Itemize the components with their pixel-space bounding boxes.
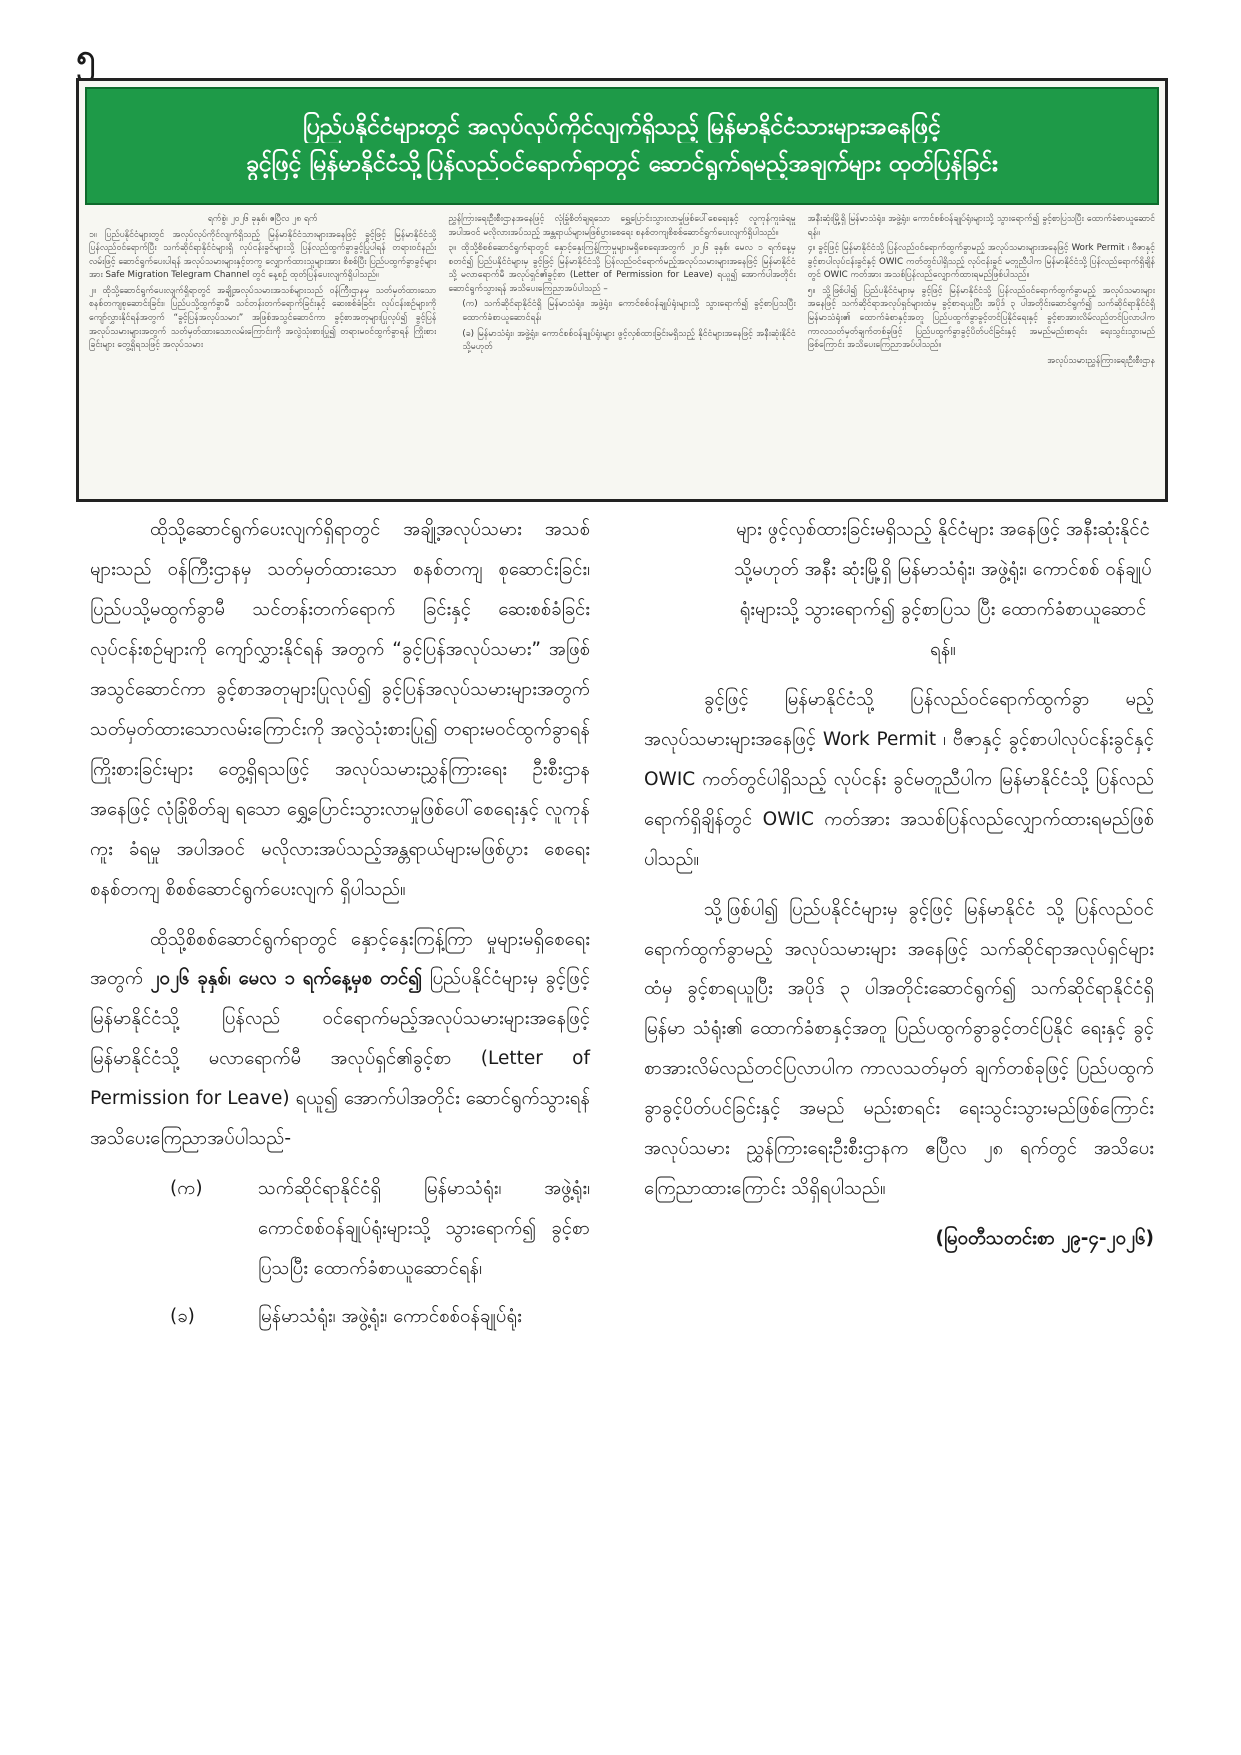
list-item-continuation: များ ဖွင့်လှစ်ထားခြင်းမရှိသည့် နိုင်ငံများ အနေဖြင့် အနီးဆုံးနိုင်ငံ သို့မဟုတ် အနီး ဆုံးမြို့ရှိ မြန်မာသံရုံး၊ အဖွဲ့ရုံး၊ ကောင်စစ် ဝန်ချုပ်ရုံးများသို့ သွားရောက်၍ ခွင့်စာပြသ ပြီး ထောက်ခံစာယူဆောင်ရန်။: [734, 519, 1152, 660]
list-item-text: သက်ဆိုင်ရာနိုင်ငံရှိ မြန်မာသံရုံး၊ အဖွဲ့ရုံး၊ ကောင်စစ်ဝန်ချုပ်ရုံးများသို့ သွားရောက်၍ ခွင့်စာပြသပြီး ထောက်ခံစာယူဆောင်ရန်၊: [258, 1178, 590, 1280]
clipping-column-3: [808, 213, 1155, 497]
clipping-paragraph: ၄။ ခွင့်ဖြင့် မြန်မာနိုင်ငံသို့ ပြန်လည်ဝင်ရောက်ထွက်ခွာမည့် အလုပ်သမားများအနေဖြင့် Work Permit ၊ ဗီဇာနှင့် ခွင့်စာပါလုပ်ငန်းခွင်နှင့် OWIC ကတ်တွင်ပါရှိသည့် လုပ်ငန်းခွင် မတူညီပါက မြန်မာနိုင်ငံသို့ ပြန်လည်ရောက်ရှိချိန်တွင် OWIC ကတ်အား အသစ်ပြန်လည်လျှောက်ထားရမည်ဖြစ်ပါသည်။: [807, 243, 1155, 281]
clipping-paragraph: ၂။ ထိုသို့ဆောင်ရွက်ပေးလျက်ရှိရာတွင် အချို့အလုပ်သမားအသစ်များသည် ဝန်ကြီးဌာနမှ သတ်မှတ်ထားသော စနစ်တကျစုဆောင်းခြင်း၊ ပြည်ပသို့ထွက်ခွာမီ သင်တန်းတက်ရောက်ခြင်းနှင့် ဆေးစစ်ခံခြင်း လုပ်ငန်းစဉ်များကို ကျော်လွှားနိုင်ရန်အတွက် “ခွင့်ပြန်အလုပ်သမား” အဖြစ်အသွင်ဆောင်ကာ ခွင့်စာအတုများပြုလုပ်၍ ခွင့်ပြန်အလုပ်သမားများအတွက် သတ်မှတ်ထားသောလမ်းကြောင်းကို အလွဲသုံးစားပြု၍ တရားမဝင်ထွက်ခွာရန် ကြိုးစားခြင်းများ တွေ့ရှိရသဖြင့် အလုပ်သမား: [89, 285, 437, 351]
body-paragraph: ထိုသို့ဆောင်ရွက်ပေးလျက်ရှိရာတွင် အချို့အလုပ်သမား အသစ်များသည် ဝန်ကြီးဌာနမှ သတ်မှတ်ထားသော စနစ်တကျ စုဆောင်းခြင်း၊ ပြည်ပသို့မထွက်ခွာမီ သင်တန်းတက်ရောက် ခြင်းနှင့် ဆေးစစ်ခံခြင်းလုပ်ငန်းစဉ်များကို ကျော်လွှားနိုင်ရန် အတွက် “ခွင့်ပြန်အလုပ်သမား” အဖြစ် အသွင်ဆောင်ကာ ခွင့်စာအတုများပြုလုပ်၍ ခွင့်ပြန်အလုပ်သမားများအတွက် သတ်မှတ်ထားသောလမ်းကြောင်းကို အလွဲသုံးစားပြု၍ တရားမဝင်ထွက်ခွာရန်ကြိုးစားခြင်းများ တွေ့ရှိရသဖြင့် အလုပ်သမားညွှန်ကြားရေး ဦးစီးဌာနအနေဖြင့် လုံခြုံစိတ်ချ ရသော ရွှေ့ပြောင်းသွားလာမှုဖြစ်ပေါ်စေရေးနှင့် လူကုန်ကူး ခံရမှု အပါအဝင် မလိုလားအပ်သည့်အန္တရာယ်များမဖြစ်ပွား စေရေး စနစ်တကျ စိစစ်ဆောင်ရွက်ပေးလျက် ရှိပါသည်။: [90, 519, 590, 900]
clipping-list-item: (က) သက်ဆိုင်ရာနိုင်ငံရှိ မြန်မာသံရုံး၊ အဖွဲ့ရုံး၊ ကောင်စစ်ဝန်ချုပ်ရုံးများသို့ သွားရောက်၍ ခွင့်စာပြသပြီး ထောက်ခံစာယူဆောင်ရန်၊: [462, 299, 796, 323]
effective-date: ၂၀၂၆ ခုနှစ်၊ မေလ ၁ ရက်နေ့မှစ တင်၍: [150, 968, 423, 990]
list-item: [90, 1169, 590, 1289]
clipping-paragraph: ၅။ သို့ဖြစ်ပါ၍ ပြည်ပနိုင်ငံများမှ ခွင့်ဖြင့် မြန်မာနိုင်ငံသို့ ပြန်လည်ဝင်ရောက်ထွက်ခွာမည့် အလုပ်သမားများအနေဖြင့် သက်ဆိုင်ရာအလုပ်ရှင်များထံမှ ခွင့်စာရယူပြီး အပိုဒ် ၃ ပါအတိုင်းဆောင်ရွက်၍ သက်ဆိုင်ရာနိုင်ငံရှိ မြန်မာသံရုံး၏ ထောက်ခံစာနှင့်အတူ ပြည်ပထွက်ခွာခွင့်တင်ပြနိုင်ရေးနှင့် ခွင့်စာအားလိမ်လည်တင်ပြလာပါက ကာလသတ်မှတ်ချက်တစ်ခုဖြင့် ပြည်ပထွက်ခွာခွင့်ပိတ်ပင်ခြင်းနှင့် အမည်မည်းစာရင်း ရေးသွင်းသွားမည်ဖြစ်ကြောင်း အသိပေးကြေညာအပ်ပါသည်။: [807, 285, 1155, 351]
clipping-dateline: ရက်စွဲ၊ ၂၀၂၆ ခုနှစ်၊ ဧပြီလ ၂၈ ရက်: [207, 214, 318, 224]
clipping-paragraph: ၃။ ထိုသို့စိစစ်ဆောင်ရွက်ရာတွင် နှောင့်နှေးကြန့်ကြာမှုများမရှိစေရေးအတွက် ၂၀၂၆ ခုနှစ်၊ မေလ ၁ ရက်နေ့မှစတင်၍ ပြည်ပနိုင်ငံများမှ ခွင့်ဖြင့် မြန်မာနိုင်ငံသို့ ပြန်လည်ဝင်ရောက်မည့်အလုပ်သမားများအနေဖြင့် မြန်မာနိုင်ငံသို့ မလာရောက်မီ အလုပ်ရှင်၏ခွင့်စာ (Letter of Permission for Leave) ရယူ၍ အောက်ပါအတိုင်း ဆောင်ရွက်သွားရန် အသိပေးကြေညာအပ်ပါသည် –: [448, 243, 796, 294]
clipping-column-1: [89, 213, 436, 497]
clipping-paragraph: ညွှန်ကြားရေးဦးစီးဌာနအနေဖြင့် လုံခြုံစိတ်ချရသော ရွှေ့ပြောင်းသွားလာမှုဖြစ်ပေါ်စေရေးနှင့် လူကုန်ကူးခံရမှုအပါအဝင် မလိုလားအပ်သည့် အန္တရာယ်များမဖြစ်ပွားစေရေး စနစ်တကျစိစစ်ဆောင်ရွက်ပေးလျက်ရှိပါသည်။: [448, 214, 796, 238]
body-paragraph: သို့ဖြစ်ပါ၍ ပြည်ပနိုင်ငံများမှ ခွင့်ဖြင့် မြန်မာနိုင်ငံ သို့ ပြန်လည်ဝင်ရောက်ထွက်ခွာမည့် အလုပ်သမားများ အနေဖြင့် သက်ဆိုင်ရာအလုပ်ရှင်များထံမှ ခွင့်စာရယူပြီး အပိုဒ် ၃ ပါအတိုင်းဆောင်ရွက်၍ သက်ဆိုင်ရာနိုင်ငံရှိ မြန်မာ သံရုံး၏ ထောက်ခံစာနှင့်အတူ ပြည်ပထွက်ခွာခွင့်တင်ပြနိုင် ရေးနှင့် ခွင့်စာအားလိမ်လည်တင်ပြလာပါက ကာလသတ်မှတ် ချက်တစ်ခုဖြင့် ပြည်ပထွက်ခွာခွင့်ပိတ်ပင်ခြင်းနှင့် အမည် မည်းစာရင်း ရေးသွင်းသွားမည်ဖြစ်ကြောင်း အလုပ်သမား ညွှန်ကြားရေးဦးစီးဌာနက ဧပြီလ ၂၈ ရက်တွင် အသိပေး ကြေညာထားကြောင်း သိရှိရပါသည်။: [644, 898, 1154, 1200]
clipping-columns: [79, 211, 1165, 497]
clipping-signature: အလုပ်သမားညွှန်ကြားရေးဦးစီးဌာန: [1047, 355, 1155, 366]
body-paragraph: [90, 920, 590, 1160]
clipping-paragraph: အနီးဆုံးမြို့ရှိ မြန်မာသံရုံး၊ အဖွဲ့ရုံး၊ ကောင်စစ်ဝန်ချုပ်ရုံးများသို့ သွားရောက်၍ ခွင့်စာပြသပြီး ထောက်ခံစာယူဆောင်ရန်။: [807, 214, 1155, 238]
headline-line-2: ခွင့်ဖြင့် မြန်မာနိုင်ငံသို့ပြန်လည်ဝင်ရောက်ရာတွင် ဆောင်ရွက်ရမည့်အချက်များ ထုတ်ပြန်ခြင်း: [246, 151, 998, 177]
page-number: ၅: [76, 37, 96, 77]
newspaper-clipping: [76, 78, 1168, 502]
clipping-list-item: (ခ) မြန်မာသံရုံး၊ အဖွဲ့ရုံး၊ ကောင်စစ်ဝန်ချုပ်ရုံးများ ဖွင့်လှစ်ထားခြင်းမရှိသည့် နိုင်ငံများအနေဖြင့် အနီးဆုံးနိုင်ငံ သို့မဟုတ်: [462, 328, 796, 353]
body-column-right: [644, 510, 1154, 1269]
clipping-column-2: [448, 213, 795, 497]
list-item-label: (ခ): [170, 1306, 195, 1328]
headline-line-1: ပြည်ပနိုင်ငံများတွင် အလုပ်လုပ်ကိုင်လျက်ရှိသည့် မြန်မာနိုင်ငံသားများအနေဖြင့်: [303, 113, 941, 140]
body-text: ထိုသို့စိစစ်ဆောင်ရွက်ရာတွင် နှောင့်နှေးကြန့်ကြာ မှုများမရှိစေရေးအတွက်: [90, 928, 590, 990]
clipping-paragraph: ၁။ ပြည်ပနိုင်ငံများတွင် အလုပ်လုပ်ကိုင်လျက်ရှိသည့် မြန်မာနိုင်ငံသားများအနေဖြင့် ခွင့်ဖြင့် မြန်မာနိုင်ငံသို့ပြန်လည်ဝင်ရောက်ပြီး သက်ဆိုင်ရာနိုင်ငံများရှိ လုပ်ငန်းခွင်များသို့ ပြန်လည်ထွက်ခွာခွင့်ပြုပါရန် တရားဝင်နည်းလမ်းဖြင့် ဆောင်ရွက်ပေးပါရန် အလုပ်သမားများနှင့်တကွ လျှောက်ထားသူများအား စိစစ်ပြီး ပြည်ပထွက်ခွာခွင့်များအား Safe Migration Telegram Channel တွင် နေ့စဉ် ထုတ်ပြန်ပေးလျက်ရှိပါသည်။: [89, 229, 437, 281]
list-item: [90, 1297, 590, 1337]
body-text: ပြည်ပနိုင်ငံများမှ ခွင့်ဖြင့် မြန်မာနိုင်ငံသို့ ပြန်လည် ဝင်ရောက်မည့်အလုပ်သမားများအနေဖြင့် မြန်မာနိုင်ငံသို့ မလာရောက်မီ အလုပ်ရှင်၏ခွင့်စာ (Letter of Permission for Leave) ရယူ၍ အောက်ပါအတိုင်း ဆောင်ရွက်သွားရန် အသိပေးကြေညာအပ်ပါသည်-: [90, 968, 590, 1150]
body-paragraph: ခွင့်ဖြင့် မြန်မာနိုင်ငံသို့ ပြန်လည်ဝင်ရောက်ထွက်ခွာ မည့် အလုပ်သမားများအနေဖြင့် Work Permit ၊ ဗီဇာနှင့် ခွင့်စာပါလုပ်ငန်းခွင်နှင့် OWIC ကတ်တွင်ပါရှိသည့် လုပ်ငန်း ခွင်မတူညီပါက မြန်မာနိုင်ငံသို့ ပြန်လည်ရောက်ရှိချိန်တွင် OWIC ကတ်အား အသစ်ပြန်လည်လျှောက်ထားရမည်ဖြစ် ပါသည်။: [644, 688, 1154, 870]
headline-banner: [85, 87, 1159, 205]
source-citation: (မြဝတီသတင်းစာ ၂၉-၄-၂၀၂၆): [935, 1228, 1154, 1250]
body-column-left: [90, 510, 590, 1345]
list-item-label: (က): [170, 1178, 203, 1200]
list-item-text: မြန်မာသံရုံး၊ အဖွဲ့ရုံး၊ ကောင်စစ်ဝန်ချုပ်ရုံး: [258, 1306, 522, 1328]
